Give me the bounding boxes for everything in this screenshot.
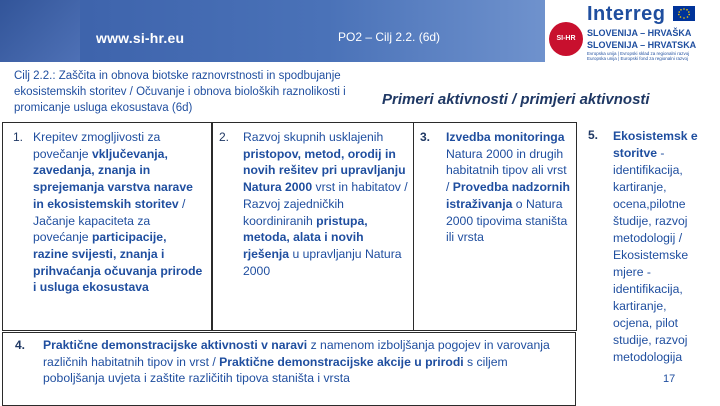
activity-box-2 xyxy=(212,122,414,331)
text-bold: participacije, razine svijesti, znanja i prihvaćanja očuvanja prirode i usluga ekosustava xyxy=(33,230,203,295)
header-decoration xyxy=(0,0,80,62)
text-bold: vključevanja, zavedanja, znanja in sprejemanja varstva narave in ekosistemskih storitev xyxy=(33,146,193,211)
text-plain: u upravljanju Natura 2000 xyxy=(243,246,402,278)
text-bold: Praktične demonstracijske akcije u prirodi xyxy=(219,354,464,369)
interreg-wordmark: Interreg xyxy=(587,3,666,25)
text-plain: vrst in habitatov / Razvoj zajedničkih koordiniranih xyxy=(243,180,408,228)
logo-line-slovenia-hrvaska: SLOVENIJA – HRVAŠKA xyxy=(587,28,692,38)
text-bold: Provedba nadzornih istraživanja xyxy=(446,180,570,211)
text-plain: s ciljem poboljšanja uvjeta i zaštite različitih tipova staništa i vrsta xyxy=(43,354,508,386)
section-title: Primeri aktivnosti / primjeri aktivnosti xyxy=(382,91,650,108)
activity-text xyxy=(243,129,408,279)
text-bold: pristopov, metod, orodij in novih rešitev pri upravljanju Natura 2000 xyxy=(243,146,406,195)
logo-fine-print-2: Europska unija | Europski fond za regionalni razvoj xyxy=(587,56,688,61)
activity-number: 1. xyxy=(13,130,24,144)
text-bold: Izvedba monitoringa xyxy=(446,130,565,144)
si-hr-badge: SI-HR xyxy=(549,22,583,56)
text-plain: Razvoj skupnih usklajenih xyxy=(243,130,384,144)
slide-label: PO2 – Cilj 2.2. (6d) xyxy=(338,30,441,44)
header-bar xyxy=(0,0,545,62)
text-plain: z namenom izboljšanja pogojev in varovanja različnih habitatnih tipov in vrst / xyxy=(43,338,550,369)
text-plain: Krepitev zmogljivosti za povečanje xyxy=(33,130,161,161)
logo-fine-print-1: Evropska unija | Evropski sklad za regionalni razvoj xyxy=(587,51,690,56)
objective-text: Cilj 2.2.: Zaščita in obnova biotske raznovrstnosti in spodbujanje ekosistemskih storitev / Očuvanje i obnova bioloških raznolikosti i promicanje usluga ekosustava (6d) xyxy=(14,70,346,114)
text-plain: o Natura 2000 tipovima staništa ili vrsta xyxy=(446,196,568,245)
activity-text xyxy=(446,129,570,246)
activity-text xyxy=(43,337,565,387)
eu-flag-icon xyxy=(673,6,695,21)
logo-line-slovenija-hrvatska: SLOVENIJA – HRVATSKA xyxy=(587,40,697,50)
page-number: 17 xyxy=(663,373,676,385)
text-bold: pristupa, metoda, alata i novih rješenja xyxy=(243,213,368,261)
interreg-logo xyxy=(545,0,720,62)
text-plain: / Jačanje kapaciteta za povećanje xyxy=(33,196,186,245)
activity-5-text xyxy=(613,128,709,366)
text-plain: - identifikacija, kartiranje, ocena,pilotne študije, razvoj metodologij / Ekosistemske mjere - identifikacija, kartiranje, ocjena, pilot studije, razvoj metodologija xyxy=(613,146,689,364)
text-bold: Praktične demonstracijske aktivnosti v naravi xyxy=(43,338,308,352)
activity-number: 4. xyxy=(15,338,26,352)
header-url[interactable]: www.si-hr.eu xyxy=(96,30,185,46)
text-bold: Ekosistemsk e storitve xyxy=(613,129,698,160)
activity-text xyxy=(33,129,205,296)
activity-number: 2. xyxy=(219,130,230,144)
activity-number: 5. xyxy=(588,128,599,142)
activity-box-4 xyxy=(2,332,576,406)
activity-box-1 xyxy=(2,122,212,331)
activity-number: 3. xyxy=(420,130,431,144)
activity-box-3 xyxy=(413,122,577,331)
text-plain: Natura 2000 in drugih habitatnih tipov ali vrst / xyxy=(446,146,567,195)
